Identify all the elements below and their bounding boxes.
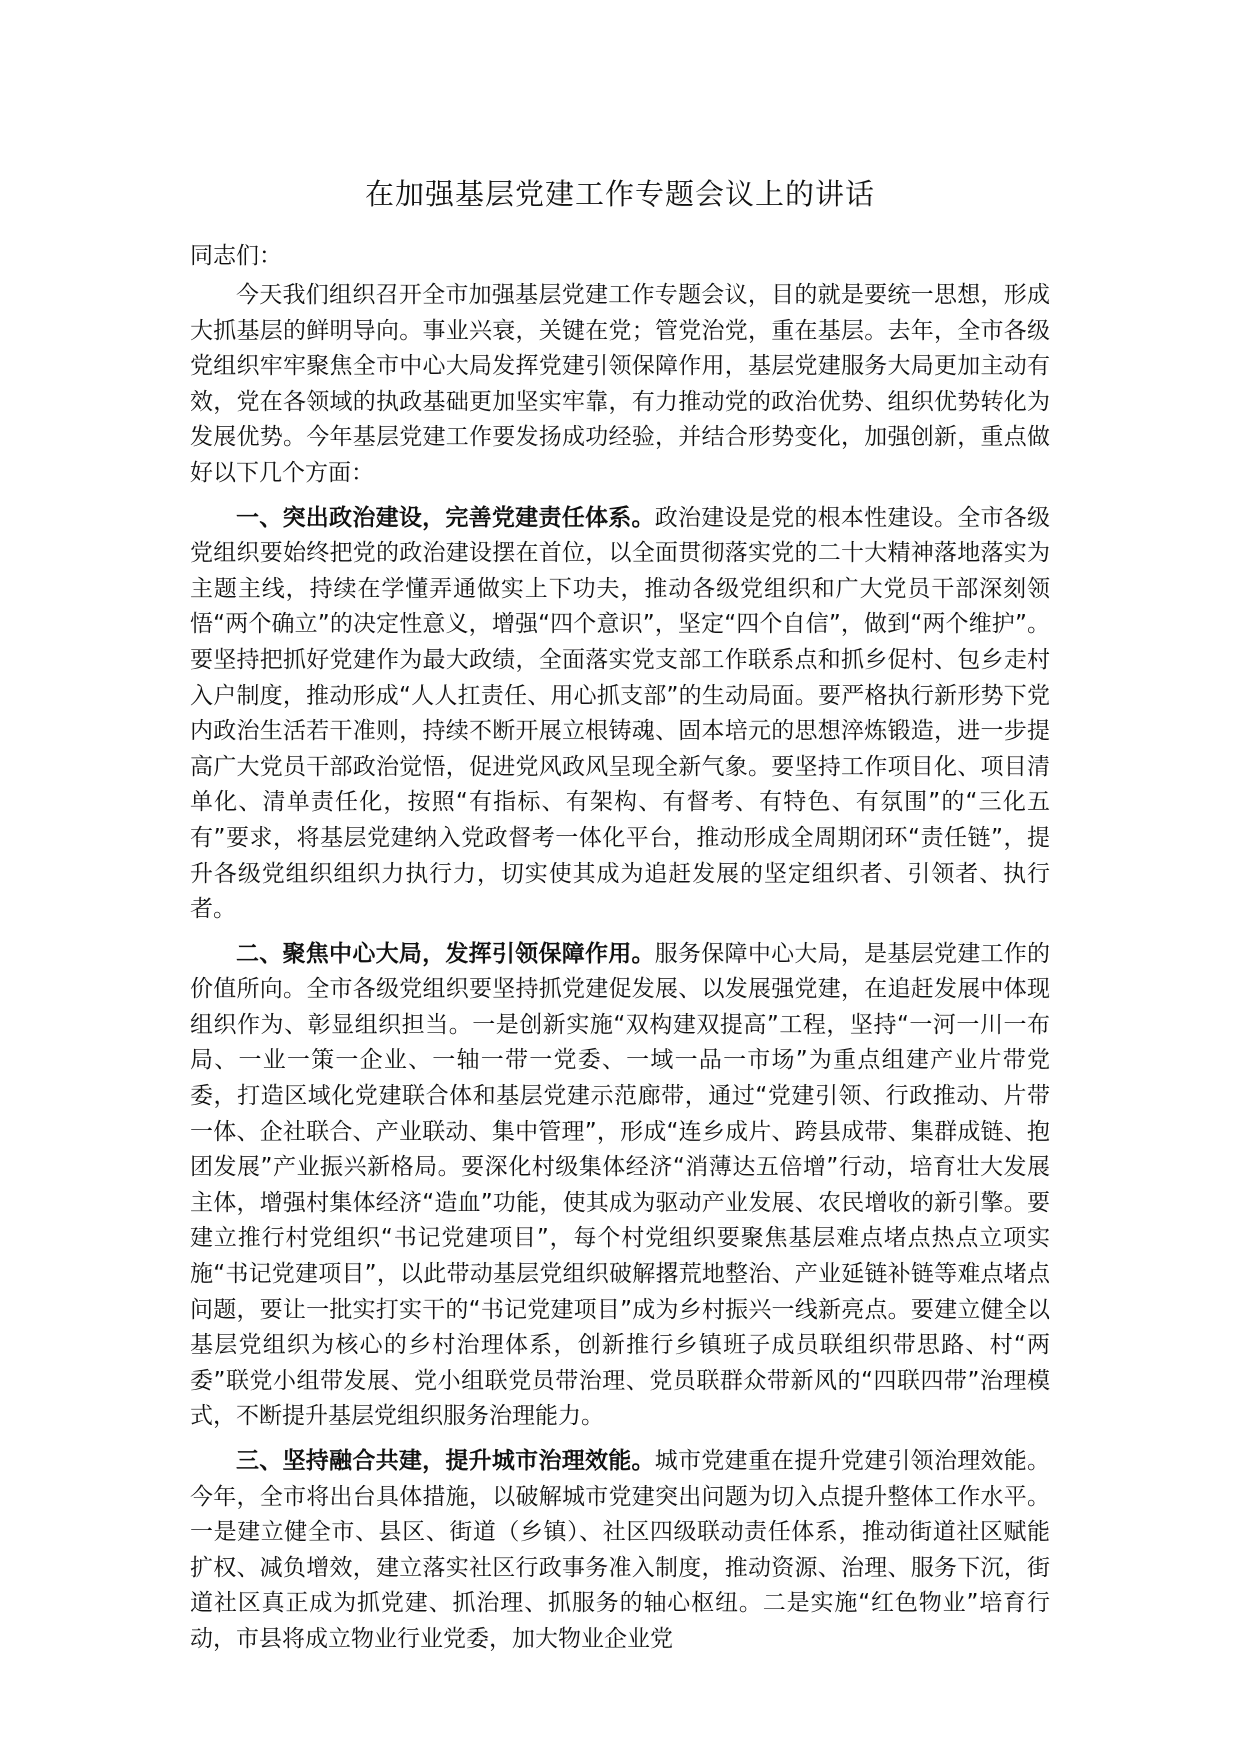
intro-paragraph: 今天我们组织召开全市加强基层党建工作专题会议，目的就是要统一思想，形成大抓基层的鲜明导向。事业兴衰，关键在党；管党治党，重在基层。去年，全市各级党组织牢牢聚焦全市中心大局发挥党建引领保障作用，基层党建服务大局更加主动有效，党在各领域的执政基础更加坚实牢靠，有力推动党的政治优势、组织优势转化为发展优势。今年基层党建工作要发扬成功经验，并结合形势变化，加强创新，重点做好以下几个方面：	[190, 282, 1050, 486]
section-3-heading: 三、坚持融合共建，提升城市治理效能。	[236, 1448, 655, 1474]
section-2-heading: 二、聚焦中心大局，发挥引领保障作用。	[236, 940, 655, 967]
document-title: 在加强基层党建工作专题会议上的讲话	[364, 177, 875, 211]
section-2-paragraph	[190, 937, 1050, 1435]
section-2-text: 服务保障中心大局，是基层党建工作的价值所向。全市各级党组织要坚持抓党建促发展、以发展强党建，在追赶发展中体现组织作为、彰显组织担当。一是创新实施“双构建双提高”工程，坚持“一河一川一布局、一业一策一企业、一轴一带一党委、一域一品一市场”为重点组建产业片带党委，打造区域化党建联合体和基层党建示范廊带，通过“党建引领、行政推动、片带一体、企社联合、产业联动、集中管理”，形成“连乡成片、跨县成带、集群成链、抱团发展”产业振兴新格局。要深化村级集体经济“消薄达五倍增”行动，培育壮大发展主体，增强村集体经济“造血”功能，使其成为驱动产业发展、农民增收的新引擎。要建立推行村党组织“书记党建项目”，每个村党组织要聚焦基层难点堵点热点立项实施“书记党建项目”，以此带动基层党组织破解撂荒地整治、产业延链补链等难点堵点问题，要让一批实打实干的“书记党建项目”成为乡村振兴一线新亮点。要建立健全以基层党组织为核心的乡村治理体系，创新推行乡镇班子成员联组织带思路、村“两委”联党小组带发展、党小组联党员带治理、党员联群众带新风的“四联四带”治理模式，不断提升基层党组织服务治理能力。	[190, 940, 1051, 1430]
section-1-text: 政治建设是党的根本性建设。全市各级党组织要始终把党的政治建设摆在首位，以全面贯彻落实党的二十大精神落地落实为主题主线，持续在学懂弄通做实上下功夫，推动各级党组织和广大党员干部深刻领悟“两个确立”的决定性意义，增强“四个意识”，坚定“四个自信”，做到“两个维护”。要坚持把抓好党建作为最大政绩，全面落实党支部工作联系点和抓乡促村、包乡走村入户制度，推动形成“人人扛责任、用心抓支部”的生动局面。要严格执行新形势下党内政治生活若干准则，持续不断开展立根铸魂、固本培元的思想淬炼锻造，进一步提高广大党员干部政治觉悟，促进党风政风呈现全新气象。要坚持工作项目化、项目清单化、清单责任化，按照“有指标、有架构、有督考、有特色、有氛围”的“三化五有”要求，将基层党建纳入党政督考一体化平台，推动形成全周期闭环“责任链”，提升各级党组织组织力执行力，切实使其成为追赶发展的坚定组织者、引领者、执行者。	[190, 504, 1051, 923]
salutation: 同志们：	[190, 243, 282, 269]
section-3-text: 城市党建重在提升党建引领治理效能。今年，全市将出台具体措施，以破解城市党建突出问题为切入点提升整体工作水平。一是建立健全市、县区、街道（乡镇）、社区四级联动责任体系，推动街道社区赋能扩权、减负增效，建立落实社区行政事务准入制度，推动资源、治理、服务下沉，街道社区真正成为抓党建、抓治理、抓服务的轴心枢纽。二是实施“红色物业”培育行动，市县将成立物业行业党委，加大物业企业党	[190, 1448, 1051, 1652]
section-1-heading: 一、突出政治建设，完善党建责任体系。	[236, 504, 655, 531]
section-3-paragraph	[190, 1444, 1050, 1658]
section-1-paragraph	[190, 501, 1050, 928]
document-body	[190, 278, 1050, 1667]
